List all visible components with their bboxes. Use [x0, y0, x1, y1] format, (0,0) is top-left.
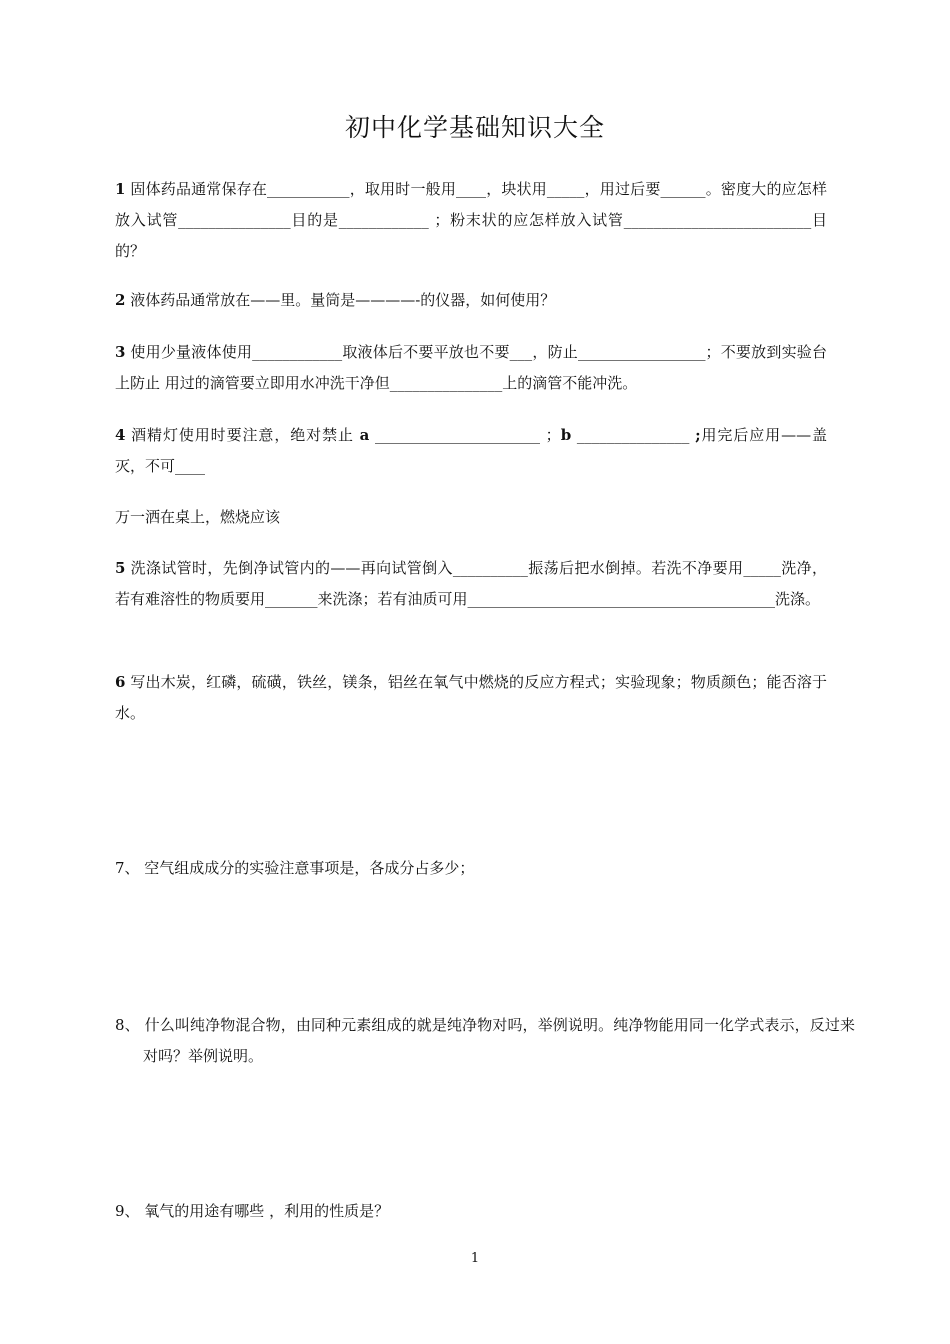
- question-8: 8、 什么叫纯净物混合物，由同种元素组成的就是纯净物对吗，举例说明。纯净物能用同一化学式表示，反过来对吗？举例说明。: [115, 1016, 855, 1065]
- question-3: [115, 337, 827, 399]
- question-5-number: 5: [115, 559, 126, 577]
- question-5-text: 洗涤试管时，先倒净试管内的——再向试管倒入__________振荡后把水倒掉。若洗不净要用_____洗净，若有难溶性的物质要用_______来洗涤；若有油质可用_________________________________________洗涤。: [115, 559, 827, 608]
- question-3-number: 3: [115, 343, 126, 361]
- question-4-label-b: b: [560, 426, 572, 444]
- question-2-number: 2: [115, 291, 126, 309]
- question-4-note: 万一洒在桌上，燃烧应该: [115, 508, 281, 526]
- question-1-number: 1: [115, 180, 126, 198]
- question-5: [115, 553, 827, 615]
- question-4-semicolon: ;: [695, 426, 701, 444]
- question-4: [115, 420, 827, 482]
- question-2: [115, 285, 827, 316]
- question-6-number: 6: [115, 673, 126, 691]
- question-4-text-d: 用完后应用——盖灭，不可____: [115, 426, 827, 475]
- question-4-number: 4: [115, 426, 126, 444]
- question-4-text-a: 酒精灯使用时要注意，绝对禁止: [125, 426, 360, 444]
- question-4-label-a: a: [359, 426, 370, 444]
- question-2-text: 液体药品通常放在——里。量筒是————-的仪器，如何使用？: [125, 291, 556, 309]
- question-7: 7、 空气组成成分的实验注意事项是，各成分占多少；: [115, 859, 475, 877]
- question-3-text: 使用少量液体使用____________取液体后不要平放也不要___，防止_________________；不要放到实验台上防止 用过的滴管要立即用水冲洗干净但_______________上的滴管不能冲洗。: [115, 343, 827, 392]
- question-1-text: 固体药品通常保存在___________，取用时一般用____，块状用_____，用过后要______。密度大的应怎样放入试管_______________目的是____________ ；粉末状的应怎样放入试管_________________________目的？: [115, 180, 827, 260]
- page-number: 1: [470, 1251, 480, 1266]
- question-4-text-c: _______________: [571, 426, 696, 444]
- question-6: [115, 667, 827, 729]
- question-1: [115, 174, 827, 267]
- question-6-text: 写出木炭，红磷，硫磺，铁丝，镁条，铝丝在氧气中燃烧的反应方程式；实验现象；物质颜色；能否溶于水。: [115, 673, 827, 722]
- question-9: 9、 氧气的用途有哪些 ，利用的性质是？: [115, 1202, 390, 1220]
- document-title: 初中化学基础知识大全: [344, 113, 605, 142]
- question-4-text-b: ______________________ ；: [369, 426, 561, 444]
